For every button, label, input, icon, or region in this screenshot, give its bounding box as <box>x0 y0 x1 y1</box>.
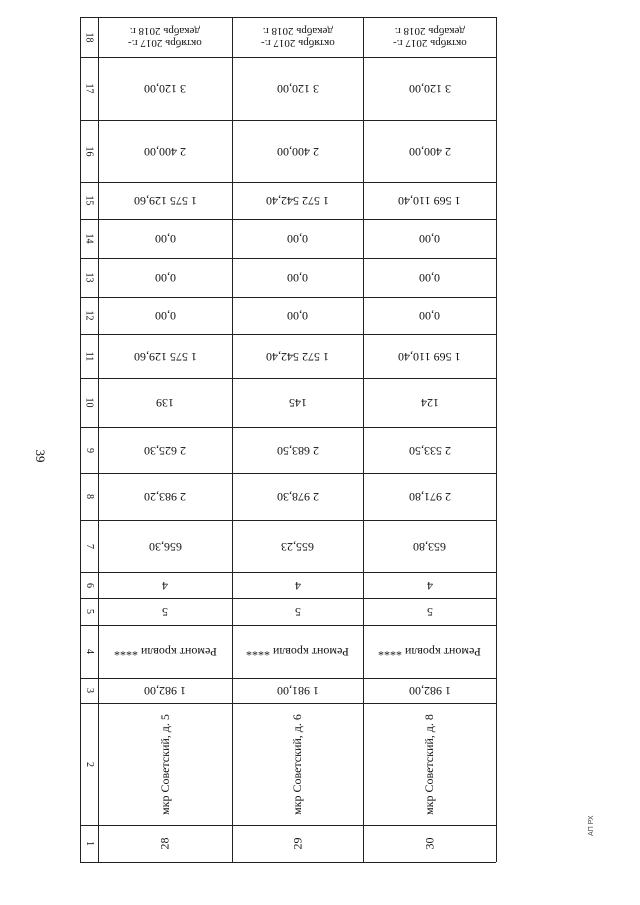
value-col-10-text: 139 <box>156 396 174 410</box>
value-col-13 <box>363 258 496 297</box>
column-number-17-text: 17 <box>83 83 95 94</box>
column-number-6-text: 6 <box>83 582 95 588</box>
value-col-3 <box>232 678 363 703</box>
column-number-7 <box>80 520 98 572</box>
value-col-14 <box>232 219 363 258</box>
value-col-6 <box>363 572 496 598</box>
value-col-3-text: 1 982,00 <box>408 684 451 698</box>
column-number-3 <box>80 678 98 703</box>
value-col-5-text: 5 <box>426 605 433 619</box>
value-col-17 <box>232 57 363 120</box>
repair-period-text <box>261 25 335 49</box>
value-col-10 <box>232 378 363 427</box>
value-col-7-text: 656,30 <box>148 539 182 554</box>
work-type-text: Ремонт кровли **** <box>246 645 349 659</box>
value-col-13-text: 0,00 <box>419 271 440 285</box>
value-col-3 <box>363 678 496 703</box>
column-number-18-text: 18 <box>83 32 95 42</box>
value-col-11 <box>232 334 363 378</box>
value-col-16 <box>98 120 232 182</box>
row-number-text: 28 <box>157 837 172 850</box>
grid-line-h <box>80 862 496 863</box>
value-col-3-text: 1 982,00 <box>144 684 186 698</box>
value-col-5 <box>363 598 496 625</box>
repair-period-text <box>393 25 467 49</box>
value-col-7 <box>363 520 496 572</box>
value-col-6 <box>98 572 232 598</box>
column-number-11-text: 11 <box>83 351 95 361</box>
value-col-14 <box>363 219 496 258</box>
column-number-13 <box>80 258 98 297</box>
value-col-11-text: 1 572 542,40 <box>266 349 329 364</box>
value-col-5-text: 5 <box>294 605 301 619</box>
house-address <box>232 703 363 825</box>
value-col-17 <box>363 57 496 120</box>
column-number-13-text: 13 <box>83 272 95 283</box>
column-number-12 <box>80 297 98 334</box>
house-address-text: мкр Советский, д. 6 <box>289 713 304 815</box>
value-col-11 <box>363 334 496 378</box>
value-col-13-text: 0,00 <box>287 271 308 285</box>
value-col-6 <box>232 572 363 598</box>
value-col-7-text: 655,23 <box>281 539 314 554</box>
row-number-text: 30 <box>422 837 436 850</box>
value-col-13 <box>232 258 363 297</box>
value-col-9 <box>363 427 496 473</box>
value-col-3 <box>98 678 232 703</box>
value-col-14-text: 0,00 <box>287 232 308 246</box>
work-type <box>363 625 496 678</box>
column-number-5-text: 5 <box>83 609 95 614</box>
value-col-17 <box>98 57 232 120</box>
value-col-17-text: 3 120,00 <box>144 82 186 96</box>
house-address <box>363 703 496 825</box>
value-col-8 <box>363 473 496 520</box>
column-number-4 <box>80 625 98 678</box>
value-col-17-text: 3 120,00 <box>408 82 451 96</box>
work-type-text: Ремонт кровли **** <box>378 645 481 659</box>
repair-period <box>98 17 232 57</box>
column-number-7-text: 7 <box>83 543 95 549</box>
value-col-5 <box>232 598 363 625</box>
value-col-15-text: 1 575 129,60 <box>133 194 197 208</box>
column-number-6 <box>80 572 98 598</box>
value-col-3-text: 1 981,00 <box>276 684 319 698</box>
value-col-12 <box>363 297 496 334</box>
row-number <box>363 825 496 862</box>
value-col-15-text: 1 569 110,40 <box>398 194 461 208</box>
value-col-8-text: 2 983,20 <box>144 490 186 504</box>
value-col-6-text: 4 <box>162 578 168 593</box>
value-col-14-text: 0,00 <box>154 232 176 246</box>
value-col-9-text: 2 533,50 <box>408 443 451 458</box>
column-number-9 <box>80 427 98 473</box>
column-number-8 <box>80 473 98 520</box>
value-col-15 <box>232 182 363 219</box>
value-col-12 <box>232 297 363 334</box>
value-col-9 <box>232 427 363 473</box>
house-address-text: мкр Советский, д. 5 <box>157 713 172 815</box>
work-type <box>98 625 232 678</box>
value-col-14-text: 0,00 <box>419 232 440 246</box>
value-col-8-text: 2 971,80 <box>408 490 451 504</box>
repair-period-end: декабрь 2018 г. <box>262 25 333 37</box>
column-number-15-text: 15 <box>83 195 95 206</box>
value-col-16-text: 2 400,00 <box>144 144 186 159</box>
value-col-13 <box>98 258 232 297</box>
value-col-8 <box>232 473 363 520</box>
value-col-16-text: 2 400,00 <box>276 144 319 159</box>
column-number-16-text: 16 <box>83 146 95 156</box>
column-number-3-text: 3 <box>83 688 95 693</box>
value-col-12-text: 0,00 <box>287 309 308 323</box>
column-number-16 <box>80 120 98 182</box>
value-col-8-text: 2 978,30 <box>276 490 319 504</box>
value-col-11-text: 1 569 110,40 <box>398 349 461 364</box>
value-col-10-text: 145 <box>288 396 307 410</box>
value-col-16 <box>232 120 363 182</box>
row-number-text: 29 <box>290 837 304 850</box>
value-col-7 <box>232 520 363 572</box>
value-col-16 <box>363 120 496 182</box>
repair-period <box>363 17 496 57</box>
value-col-6-text: 4 <box>294 578 301 593</box>
column-number-14 <box>80 219 98 258</box>
repair-period <box>232 17 363 57</box>
value-col-17-text: 3 120,00 <box>276 82 319 96</box>
value-col-7-text: 653,80 <box>413 539 446 554</box>
house-address <box>98 703 232 825</box>
value-col-7 <box>98 520 232 572</box>
value-col-8 <box>98 473 232 520</box>
column-number-8-text: 8 <box>83 494 95 499</box>
column-number-12-text: 12 <box>83 310 95 321</box>
column-number-15 <box>80 182 98 219</box>
repair-period-end: декабрь 2018 г. <box>394 25 465 37</box>
column-number-14-text: 14 <box>83 233 95 244</box>
repair-period-start: октябрь 2017 г.- <box>260 37 335 49</box>
value-col-15-text: 1 572 542,40 <box>266 194 329 208</box>
value-col-9-text: 2 625,30 <box>144 443 186 458</box>
value-col-11 <box>98 334 232 378</box>
value-col-16-text: 2 400,00 <box>408 144 451 159</box>
value-col-10 <box>98 378 232 427</box>
column-number-17 <box>80 57 98 120</box>
value-col-5-text: 5 <box>162 605 168 619</box>
column-number-9-text: 9 <box>83 447 95 453</box>
repair-period-text <box>128 25 202 49</box>
column-number-1-text: 1 <box>83 841 95 846</box>
column-number-10-text: 10 <box>83 397 95 408</box>
column-number-18 <box>80 17 98 57</box>
value-col-15 <box>98 182 232 219</box>
value-col-10 <box>363 378 496 427</box>
work-type <box>232 625 363 678</box>
house-address-text: мкр Советский, д. 8 <box>421 713 436 815</box>
archive-stamp: АП РХ <box>588 815 595 836</box>
column-number-4-text: 4 <box>83 649 95 654</box>
page-number: 39 <box>33 449 48 463</box>
value-col-10-text: 124 <box>420 396 439 410</box>
column-number-5 <box>80 598 98 625</box>
column-number-2-text: 2 <box>83 761 95 767</box>
value-col-9-text: 2 683,50 <box>276 443 319 458</box>
value-col-9 <box>98 427 232 473</box>
value-col-12-text: 0,00 <box>419 309 440 323</box>
column-number-10 <box>80 378 98 427</box>
work-type-text: Ремонт кровли **** <box>113 645 217 659</box>
row-number <box>98 825 232 862</box>
value-col-12 <box>98 297 232 334</box>
value-col-14 <box>98 219 232 258</box>
value-col-6-text: 4 <box>426 578 433 593</box>
row-number <box>232 825 363 862</box>
value-col-13-text: 0,00 <box>154 271 176 285</box>
column-number-2 <box>80 703 98 825</box>
value-col-15 <box>363 182 496 219</box>
repair-period-start: октябрь 2017 г.- <box>392 37 467 49</box>
column-number-1 <box>80 825 98 862</box>
grid-line-v <box>496 17 497 862</box>
repair-period-start: октябрь 2017 г.- <box>128 37 202 49</box>
value-col-5 <box>98 598 232 625</box>
value-col-11-text: 1 575 129,60 <box>133 349 197 364</box>
repair-period-end: декабрь 2018 г. <box>129 25 201 37</box>
column-number-11 <box>80 334 98 378</box>
value-col-12-text: 0,00 <box>154 309 176 323</box>
